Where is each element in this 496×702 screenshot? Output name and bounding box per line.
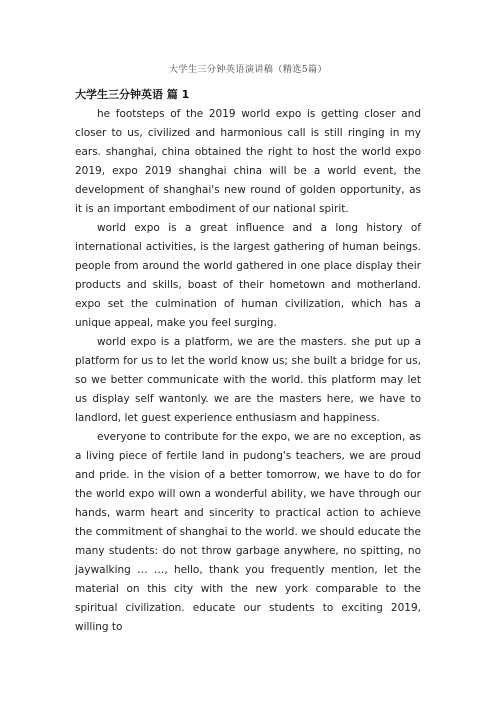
running-header: 大学生三分钟英语演讲稿（精选5篇） xyxy=(168,65,328,75)
section-heading: 大学生三分钟英语 篇 1 xyxy=(75,88,190,101)
paragraph: he footsteps of the 2019 world expo is getting closer and closer to us, civilized and harmonious call is still ringing in my ears. shanghai, china obtained the right to host the world expo 2019, expo 2019 shanghai china will be a world event, the development of shanghai's new round of golden opportunity, as it is an important embodiment of our national spirit. xyxy=(75,108,421,215)
paragraph: world expo is a platform, we are the masters. she put up a platform for us to let the world know us; she built a bridge for us, so we better communicate with the world. this platform may let us display self wantonly. we are the masters here, we have to landlord, let guest experience enthusiasm and happiness. xyxy=(75,336,421,424)
paragraph: everyone to contribute for the expo, we are no exception, as a living piece of fertile land in pudong's teachers, we are proud and pride. in the vision of a better tomorrow, we have to do for the world expo will own a wonderful ability, we have through our hands, warm heart and sincerity to practical action to achieve the commitment of shanghai to the world. we should educate the many students: do not throw garbage anywhere, no spitting, no jaywalking … …, hello, thank you frequently mention, let the material on this city with the new york comparable to the spiritual civilization. educate our students to exciting 2019, willing to xyxy=(75,431,421,633)
document-body xyxy=(75,105,421,637)
paragraph: world expo is a great influence and a long history of international activities, is the largest gathering of human beings. people from around the world gathered in one place display their products and skills, boast of their hometown and motherland. expo set the culmination of human civilization, which has a unique appeal, make you feel surging. xyxy=(75,222,421,329)
